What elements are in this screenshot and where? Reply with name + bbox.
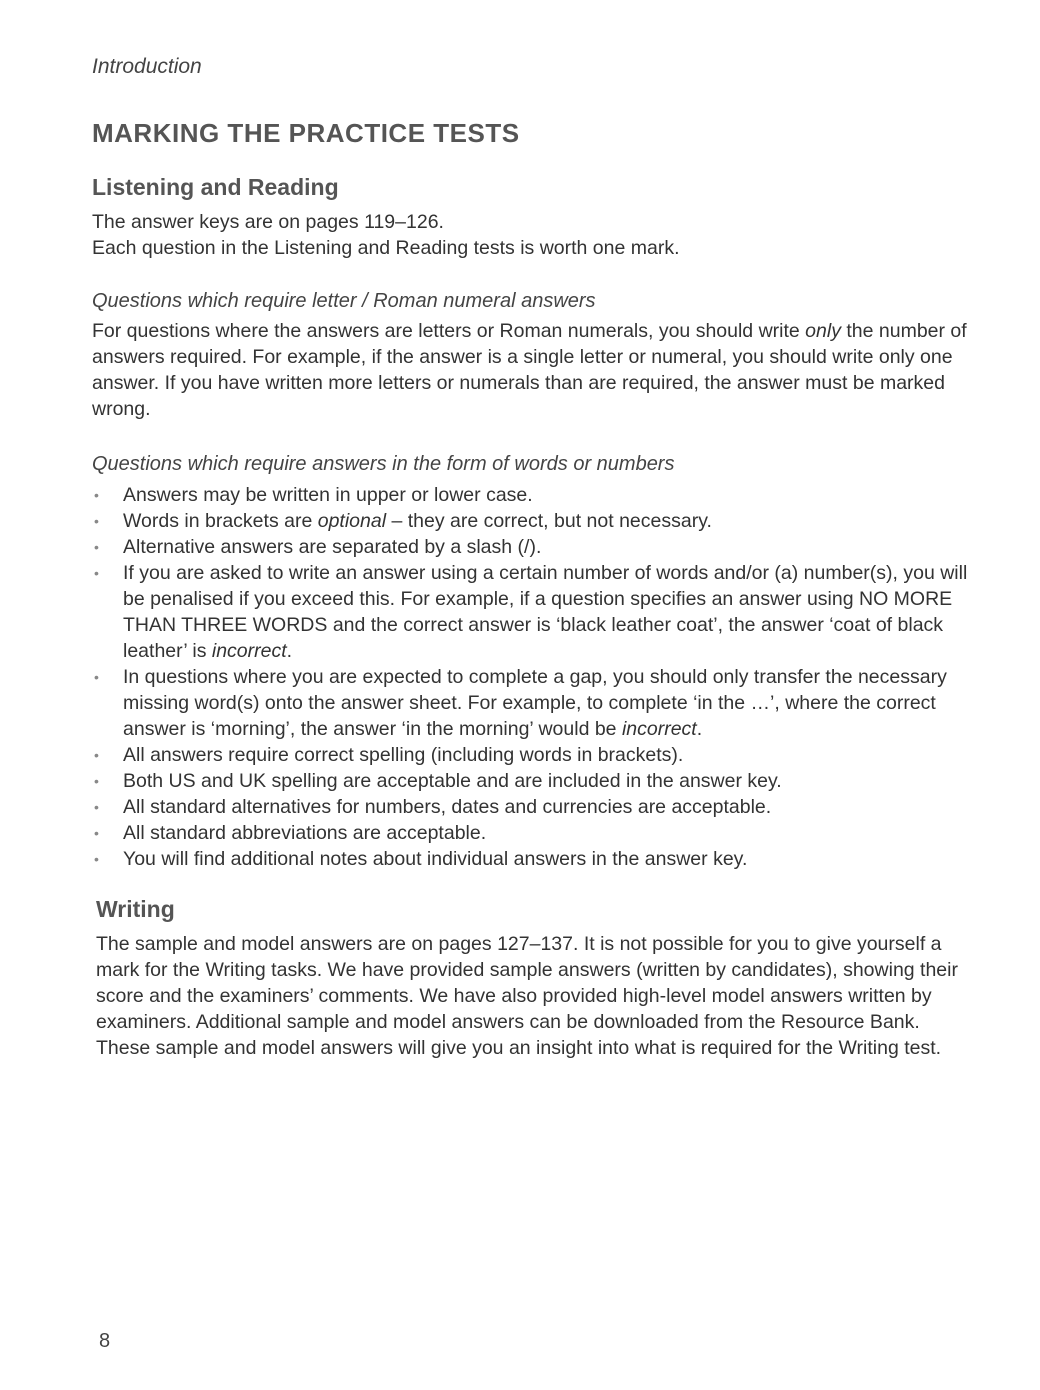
listening-reading-heading: Listening and Reading [92,174,339,200]
running-head: Introduction [92,55,202,78]
writing-heading: Writing [96,896,175,922]
listening-reading-section [92,174,972,261]
list-item: • If you are asked to write an answer using a certain number of words and/or (a) number(s), you will be penalised if you exceed this. For example, if a question specifies an answer using NO MORE THAN THREE WORDS and the correct answer is ‘black leather coat’, the answer ‘coat of black leather’ is incorrect. [92,560,972,664]
page-title: MARKING THE PRACTICE TESTS [92,118,520,148]
list-item: • Alternative answers are separated by a slash (/). [92,534,972,560]
answer-keys-text: The answer keys are on pages 119–126. [92,211,444,233]
list-item: • All standard alternatives for numbers, dates and currencies are acceptable. [92,794,972,820]
writing-paragraph: The sample and model answers are on pages 127–137. It is not possible for you to give yourself a mark for the Writing tasks. We have provided sample answers (written by candidates), showing their score and the examiners’ comments. We have also provided high-level model answers written by examiners. Additional sample and model answers can be downloaded from the Resource Bank. These sample and model answers will give you an insight into what is required for the Writing test. [96,933,958,1059]
list-item: • All standard abbreviations are acceptable. [92,820,972,846]
list-item: • Answers may be written in upper or lower case. [92,482,972,508]
letter-answers-paragraph: For questions where the answers are letters or Roman numerals, you should write only the number of answers required. For example, if the answer is a single letter or numeral, you should write only one answer. If you have written more letters or numerals than are required, the answer must be marked wrong. [92,320,967,420]
list-item: • All answers require correct spelling (including words in brackets). [92,742,972,768]
writing-section [96,896,976,1061]
letter-answers-heading: Questions which require letter / Roman numeral answers [92,290,596,312]
marks-text: Each question in the Listening and Reading tests is worth one mark. [92,237,680,259]
rules-list [92,482,972,872]
letter-answers-section [92,290,972,422]
word-answers-heading: Questions which require answers in the form of words or numbers [92,453,675,475]
list-item: • You will find additional notes about individual answers in the answer key. [92,846,972,872]
list-item: • Both US and UK spelling are acceptable and are included in the answer key. [92,768,972,794]
list-item: • In questions where you are expected to complete a gap, you should only transfer the necessary missing word(s) onto the answer sheet. For example, to complete ‘in the …’, where the correct answer is ‘morning’, the answer ‘in the morning’ would be incorrect. [92,664,972,742]
list-item: • Words in brackets are optional – they are correct, but not necessary. [92,508,972,534]
document-page [92,0,972,1390]
word-answers-section [92,453,972,872]
page-number: 8 [99,1330,111,1352]
